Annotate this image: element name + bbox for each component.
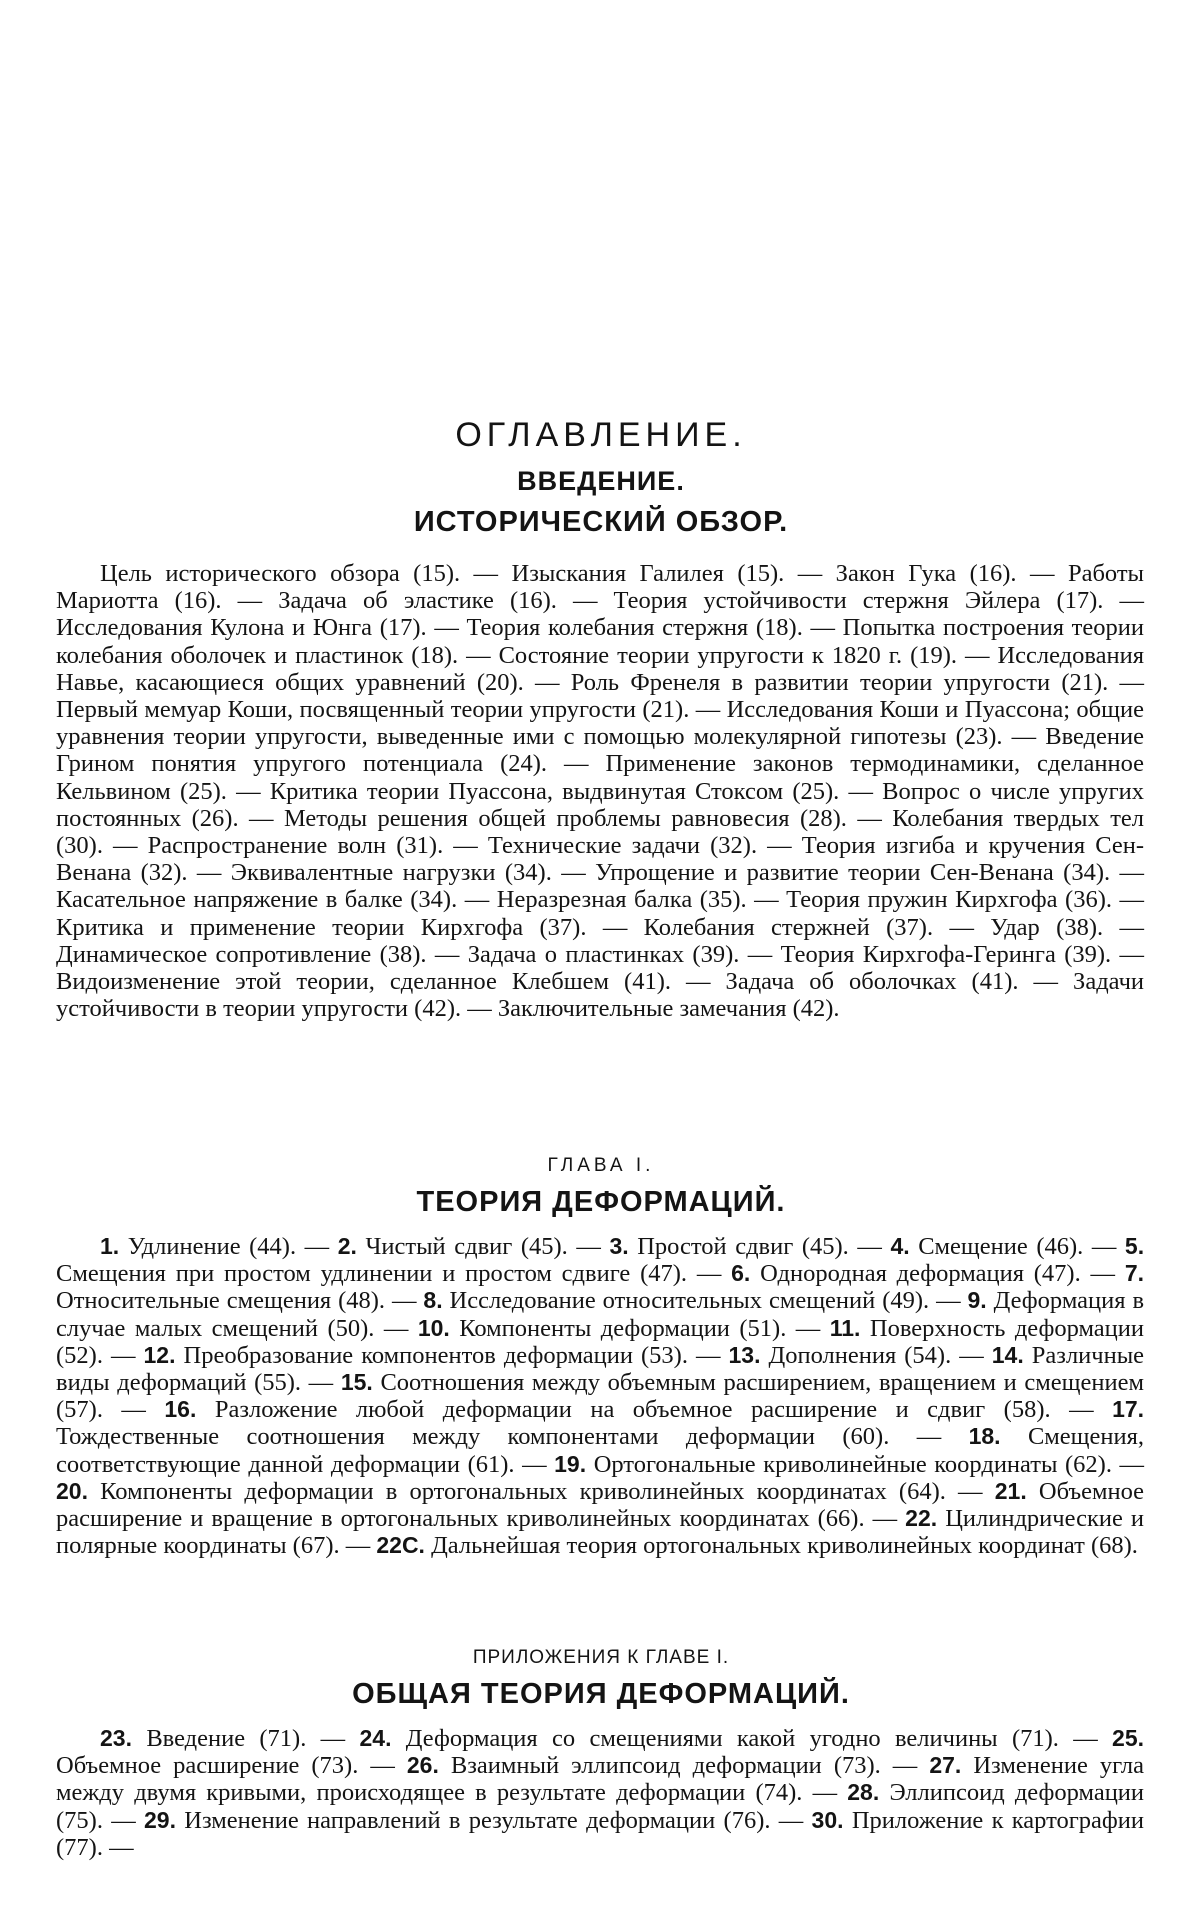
appendix-item-text: Деформация со смещениями какой угодно величины (71). [405,1725,1059,1752]
item-number: 16. [164,1396,197,1423]
chapter-item-text: Компоненты деформации в ортогональных криволинейных координатах (64). [100,1477,946,1505]
chapter-item-text: Дополнения (54). [768,1341,952,1369]
item-number: 24. [359,1725,392,1751]
chapter-item-text: Различные виды деформаций (55). [56,1341,1145,1397]
appendix-item-text: Объемное расширение (73). [56,1752,359,1780]
chapter-item-text: Смещения при простом удлинении и простом сдвиге (47). [56,1260,688,1288]
appendix-item-text: Приложение к картографии (77). — [56,1806,1145,1861]
item-number: 15. [340,1369,373,1396]
chapter-item-text: Цилиндрические и полярные координаты (67). [56,1505,1145,1560]
introduction-contents: Цель исторического обзора (15). — Изыскания Галилея (15). — Закон Гука (16). — Работы Мариотта (16). — Задача об эластике (16). — Теория устойчивости стержня Эйлера (17). — Исследования Кулона и Юнга (17). — Теория колебания стержня (18). — Попытка построения теории колебания оболочек и пластинок (18). — Состояние теории упругости к 1820 г. (19). — Исследования Навье, касающиеся общих уравнений (20). — Роль Френеля в развитии теории упругости (21). — Первый мемуар Коши, посвященный теории упругости (21). — Исследования Коши и Пуассона; общие уравнения теории упругости, выведенные ими с помощью молекулярной гипотезы (23). — Введение Грином понятия упругого потенциала (24). — Применение законов термодинамики, сделанное Кельвином (25). — Критика теории Пуассона, выдвинутая Стоксом (25). — Вопрос о числе упругих постоянных (26). — Методы решения общей проблемы равновесия (28). — Колебания твердых тел (30). — Распространение волн (31). — Технические задачи (32). — Теория изгиба и кручения Сен-Венана (32). — Эквивалентные нагрузки (34). — Упрощение и развитие теории Сен-Венана (34). — Касательное напряжение в балке (34). — Неразрезная балка (35). — Теория пружин Кирхгофа (36). — Критика и применение теории Кирхгофа (37). — Колебания стержней (37). — Удар (38). — Динамическое сопротивление (38). — Задача о пластинках (39). — Теория Кирхгофа-Геринга (39). — Видоизменение этой теории, сделанное Клебшем (41). — Задача об оболочках (41). — Задачи устойчивости в теории упругости (42). — Заключительные замечания (42). [56,560,1144,1023]
appendix-item-text: Введение (71). [146,1725,307,1752]
item-number: 10. [417,1314,450,1341]
item-number: 8. [423,1287,443,1314]
chapter-item-text: Деформация в случае малых смещений (50). [56,1287,1145,1342]
chapter-item-text: Поверхность деформации (52). [56,1314,1145,1369]
chapter-item-text: Дальнейшая теория ортогональных криволинейных координат (68). [431,1532,1138,1560]
item-number: 3. [609,1233,629,1259]
chapter-item-text: Исследование относительных смещений (49). [449,1287,930,1315]
item-number: 19. [554,1450,587,1477]
item-number: 27. [929,1752,962,1779]
item-number: 2. [337,1233,357,1259]
item-number: 9. [967,1287,987,1314]
chapter-item-text: Удлинение (44). [127,1233,297,1260]
item-number: 7. [1124,1260,1144,1287]
chapter-label: ГЛАВА I. [547,1155,655,1176]
item-number: 1. [100,1233,120,1259]
item-number: 4. [890,1233,910,1259]
item-number: 23. [100,1725,132,1751]
item-number: 6. [731,1260,751,1287]
book-page [56,0,1146,1923]
appendix-heading: ОБЩАЯ ТЕОРИЯ ДЕФОРМАЦИЙ. [352,1678,850,1710]
item-number: 18. [968,1423,1001,1450]
item-number: 22. [905,1505,938,1532]
item-number: 14. [991,1341,1024,1368]
item-number: 20. [56,1477,88,1504]
chapter-item-text: Соотношения между объемным расширением, вращением и смещением (57). [56,1369,1144,1424]
appendix-item-text: Изменение угла между двумя кривыми, происходящее в результате деформации (74). [56,1752,1145,1807]
item-number: 28. [847,1779,880,1806]
appendix-item-text: Изменение направлений в результате деформации (76). [184,1806,771,1834]
chapter-contents: 1. Удлинение (44). — 2. Чистый сдвиг (45). — 3. Простой сдвиг (45). — 4. Смещение (46). — 5. Смещения при простом удлинении и простом сдвиге (47). — 6. Однородная деформация (47). — 7. Относительные смещения (48). — 8. Исследование относительных смещений (49). — 9. Деформация в случае малых смещений (50). — 10. Компоненты деформации (51). — 11. Поверхность деформации (52). — 12. Преобразование компонентов деформации (53). — 13. Дополнения (54). — 14. Различные виды деформаций (55). — 15. Соотношения между объемным расширением, вращением и смещением (57). — 16. Разложение любой деформации на объемное расширение и сдвиг (58). — 17. Тождественные соотношения между компонентами деформации (60). — 18. Смещения, соответствующие данной деформации (61). — 19. Ортогональные криволинейные координаты (62). — 20. Компоненты деформации в ортогональных криволинейных координатах (64). — 21. Объемное расширение и вращение в ортогональных криволинейных координатах (66). — 22. Цилиндрические и полярные координаты (67). — 22С. Дальнейшая теория ортогональных криволинейных координат (68). [56,1233,1145,1560]
appendix-label: ПРИЛОЖЕНИЯ К ГЛАВЕ I. [472,1647,730,1668]
item-number: 22С. [376,1532,425,1559]
item-number: 21. [994,1477,1027,1504]
introduction-subheading: ИСТОРИЧЕСКИЙ ОБЗОР. [413,506,789,538]
chapter-item-text: Ортогональные криволинейные координаты (62). [593,1450,1112,1478]
item-number: 25. [1112,1725,1145,1751]
chapter-item-text: Преобразование компонентов деформации (53). [183,1341,688,1369]
chapter-item-text: Относительные смещения (48). [56,1287,386,1315]
item-number: 29. [144,1806,176,1833]
chapter-item-text: Простой сдвиг (45). [637,1233,849,1260]
item-number: 5. [1124,1233,1145,1259]
item-number: 11. [829,1314,861,1341]
toc-title: ОГЛАВЛЕНИЕ. [455,416,747,454]
item-number: 30. [811,1806,844,1833]
item-number: 12. [143,1341,176,1368]
chapter-item-text: Однородная деформация (47). [760,1260,1081,1288]
chapter-item-text: Смещения, соответствующие данной деформации (61). [56,1423,1145,1478]
chapter-heading: ТЕОРИЯ ДЕФОРМАЦИЙ. [416,1186,786,1218]
item-number: 13. [728,1341,761,1368]
item-number: 17. [1112,1396,1145,1423]
item-number: 26. [406,1752,439,1779]
introduction-heading: ВВЕДЕНИЕ. [517,466,685,496]
chapter-item-text: Объемное расширение и вращение в ортогональных криволинейных координатах (66). [56,1477,1145,1533]
appendix-contents: 23. Введение (71). — 24. Деформация со смещениями какой угодно величины (71). — 25. Объемное расширение (73). — 26. Взаимный эллипсоид деформации (73). — 27. Изменение угла между двумя кривыми, происходящее в результате деформации (74). — 28. Эллипсоид деформации (75). — 29. Изменение направлений в результате деформации (76). — 30. Приложение к картографии (77). — [56,1725,1145,1861]
chapter-item-text: Смещение (46). [918,1233,1084,1260]
chapter-item-text: Компоненты деформации (51). [459,1314,787,1342]
chapter-item-text: Чистый сдвиг (45). [365,1233,568,1260]
chapter-item-text: Тождественные соотношения между компонентами деформации (60). [56,1423,890,1451]
appendix-item-text: Эллипсоид деформации (75). [56,1779,1145,1834]
appendix-item-text: Взаимный эллипсоид деформации (73). [450,1752,881,1780]
chapter-item-text: Разложение любой деформации на объемное расширение и сдвиг (58). [214,1396,1051,1424]
